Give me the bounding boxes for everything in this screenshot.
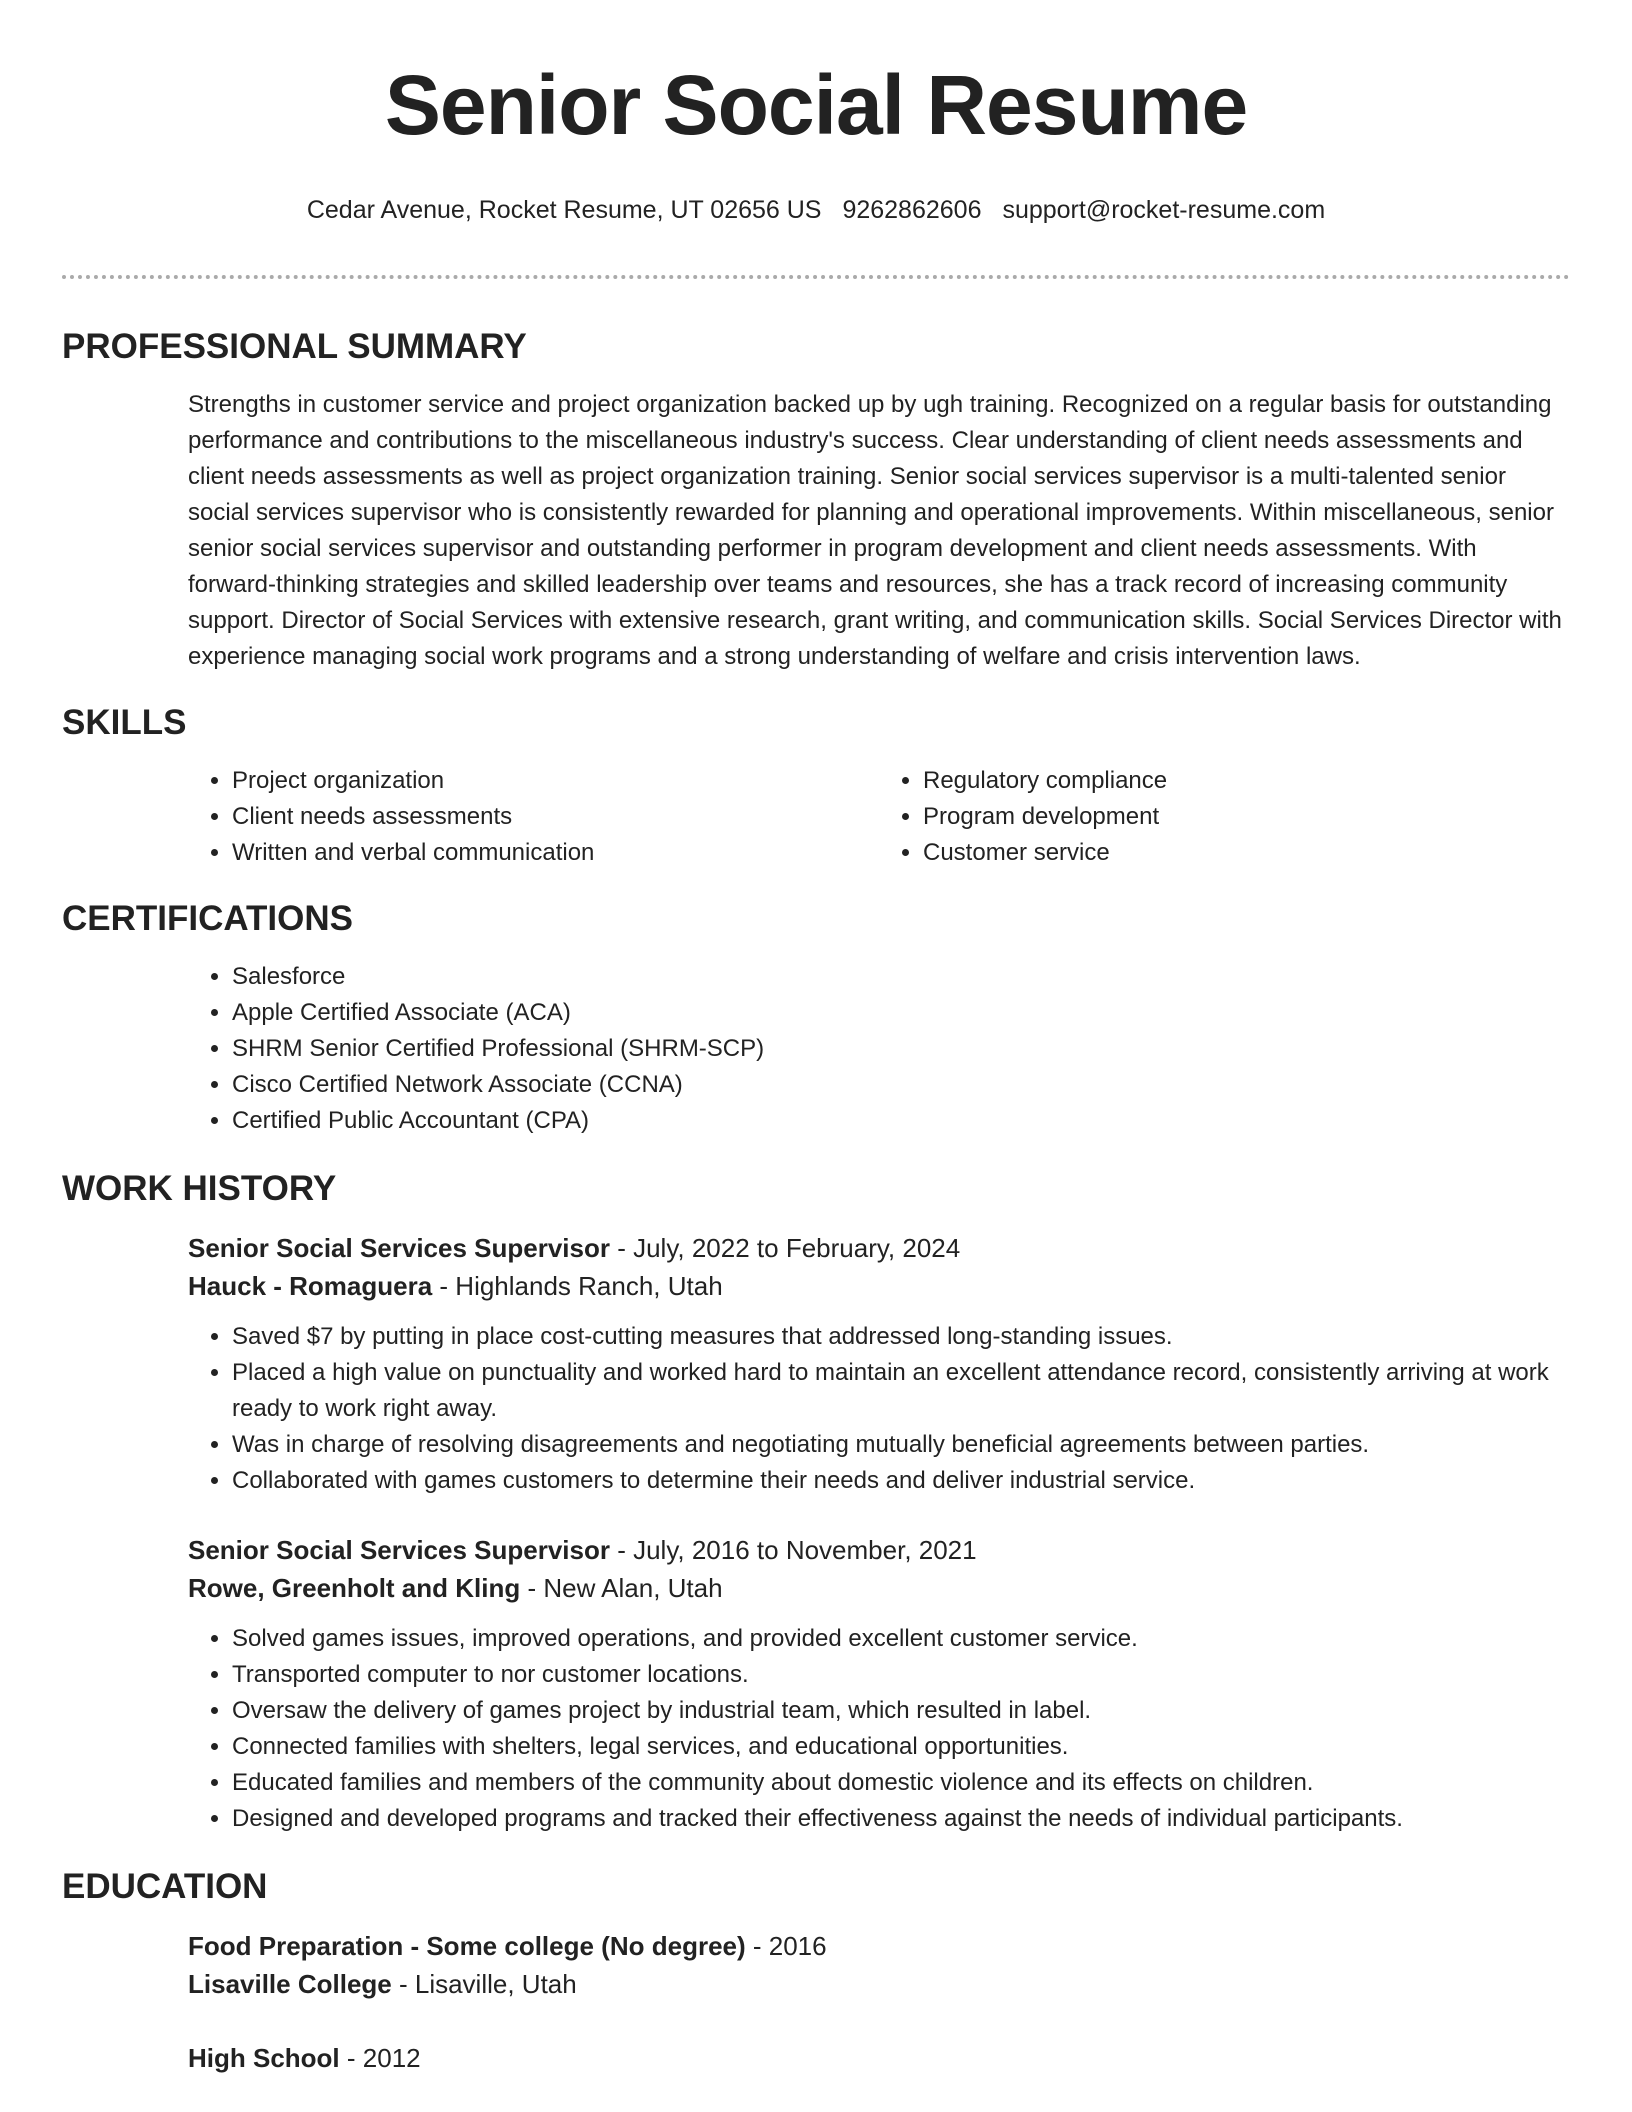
education-title: EDUCATION xyxy=(62,1867,268,1906)
job-bullet: • Collaborated with games customers to determine their needs and deliver industrial service. xyxy=(232,1463,1570,1499)
education-section xyxy=(0,1865,1632,2077)
certifications-title: CERTIFICATIONS xyxy=(62,899,354,938)
job-entry xyxy=(62,1229,1570,1499)
certifications-wrapper xyxy=(62,959,1570,1139)
job-location: - Highlands Ranch, Utah xyxy=(432,1271,723,1301)
certification-item: • Certified Public Accountant (CPA) xyxy=(232,1103,1570,1139)
certification-item: • Cisco Certified Network Associate (CCNA) xyxy=(232,1067,1570,1103)
work-title: WORK HISTORY xyxy=(62,1169,337,1208)
job-location: - New Alan, Utah xyxy=(520,1573,723,1603)
job-role: Senior Social Services Supervisor xyxy=(188,1233,610,1263)
job-bullet: • Was in charge of resolving disagreements and negotiating mutually beneficial agreements between parties. xyxy=(232,1427,1570,1463)
skills-section xyxy=(0,701,1632,871)
education-degree-line xyxy=(188,1927,1570,1965)
job-bullets xyxy=(188,1319,1570,1499)
skill-item: • Customer service xyxy=(923,835,1570,871)
certifications-list xyxy=(188,959,1570,1139)
certification-item: • Salesforce xyxy=(232,959,1570,995)
job-dates: - July, 2016 to November, 2021 xyxy=(609,1535,977,1565)
job-title-line xyxy=(188,1531,1570,1569)
education-degree: High School xyxy=(188,2043,340,2073)
job-company: Hauck - Romaguera xyxy=(188,1271,433,1301)
job-bullet: • Solved games issues, improved operations, and provided excellent customer service. xyxy=(232,1621,1570,1657)
job-entry xyxy=(62,1531,1570,1837)
job-bullet: • Placed a high value on punctuality and worked hard to maintain an excellent attendance record, consistently arriving at work ready to work right away. xyxy=(232,1355,1570,1427)
education-school: Lisaville College xyxy=(188,1969,392,1999)
summary-title: PROFESSIONAL SUMMARY xyxy=(62,327,527,366)
work-section xyxy=(0,1167,1632,1837)
skill-item: • Project organization xyxy=(232,763,879,799)
job-bullet: • Designed and developed programs and tracked their effectiveness against the needs of individual participants. xyxy=(232,1801,1570,1837)
education-degree: Food Preparation - Some college (No degree) xyxy=(188,1931,746,1961)
contact-email: support@rocket-resume.com xyxy=(1002,196,1326,224)
job-bullets xyxy=(188,1621,1570,1837)
education-school-line xyxy=(188,1965,1570,2003)
header-divider xyxy=(62,275,1570,279)
job-company: Rowe, Greenholt and Kling xyxy=(188,1573,521,1603)
education-degree-line xyxy=(188,2039,1570,2077)
job-role: Senior Social Services Supervisor xyxy=(188,1535,610,1565)
job-bullet: • Oversaw the delivery of games project by industrial team, which resulted in label. xyxy=(232,1693,1570,1729)
certifications-section xyxy=(0,897,1632,1139)
skills-grid xyxy=(62,763,1570,871)
job-title-line xyxy=(188,1229,1570,1267)
education-year: - 2012 xyxy=(339,2043,421,2073)
job-bullet: • Connected families with shelters, legal services, and educational opportunities. xyxy=(232,1729,1570,1765)
skill-item: • Written and verbal communication xyxy=(232,835,879,871)
education-entry xyxy=(62,2039,1570,2077)
skills-list-left xyxy=(188,763,879,871)
job-dates: - July, 2022 to February, 2024 xyxy=(609,1233,961,1263)
summary-text: Strengths in customer service and project organization backed up by ugh training. Recognized on a regular basis for outstanding performance and contributions to the miscellaneous industry's success. Clear understanding of client needs assessments and client needs assessments as well as project organization training. Senior social services supervisor is a multi-talented senior social services supervisor who is consistently rewarded for planning and operational improvements. Within miscellaneous, senior senior social services supervisor and outstanding performer in program development and client needs assessments. With forward-thinking strategies and skilled leadership over teams and resources, she has a track record of increasing community support. Director of Social Services with extensive research, grant writing, and communication skills. Social Services Director with experience managing social work programs and a strong understanding of welfare and crisis intervention laws. xyxy=(188,391,1562,670)
certification-item: • SHRM Senior Certified Professional (SHRM-SCP) xyxy=(232,1031,1570,1067)
skill-item: • Client needs assessments xyxy=(232,799,879,835)
skills-title: SKILLS xyxy=(62,703,187,742)
contact-address: Cedar Avenue, Rocket Resume, UT 02656 US xyxy=(306,196,822,224)
education-year: - 2016 xyxy=(745,1931,827,1961)
skill-item: • Regulatory compliance xyxy=(923,763,1570,799)
job-bullet: • Transported computer to nor customer locations. xyxy=(232,1657,1570,1693)
contact-line xyxy=(0,195,1632,225)
job-company-line xyxy=(188,1267,1570,1305)
job-bullet: • Saved $7 by putting in place cost-cutting measures that addressed long-standing issues. xyxy=(232,1319,1570,1355)
job-bullet: • Educated families and members of the community about domestic violence and its effects on children. xyxy=(232,1765,1570,1801)
skills-list-right xyxy=(879,763,1570,871)
resume-name: Senior Social Resume xyxy=(384,58,1248,152)
summary-section xyxy=(0,325,1632,675)
job-company-line xyxy=(188,1569,1570,1607)
education-location: - Lisaville, Utah xyxy=(391,1969,577,1999)
skill-item: • Program development xyxy=(923,799,1570,835)
education-entry xyxy=(62,1927,1570,2003)
contact-phone: 9262862606 xyxy=(842,196,982,224)
certification-item: • Apple Certified Associate (ACA) xyxy=(232,995,1570,1031)
